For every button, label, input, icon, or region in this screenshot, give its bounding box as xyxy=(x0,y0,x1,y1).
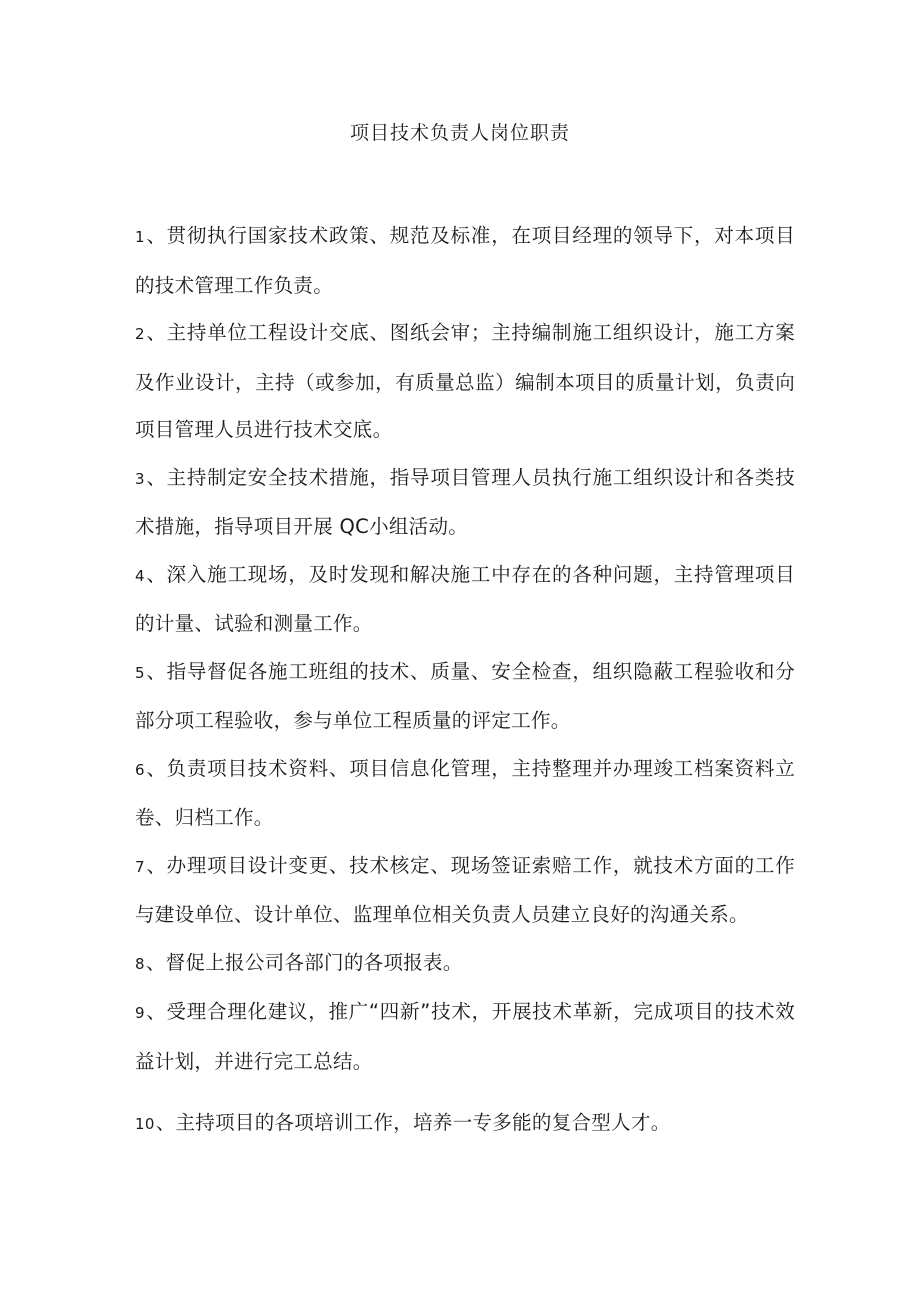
duty-item-6 xyxy=(135,745,795,842)
duty-item-5 xyxy=(135,648,795,745)
item-number: 7 xyxy=(135,857,145,876)
item-number: 10 xyxy=(135,1115,155,1133)
item-text: 、主持制定安全技术措施，指导项目管理人员执行施工组织设计和各类技术措施，指导项目开展 QC小组活动。 xyxy=(135,465,795,538)
duty-item-3 xyxy=(135,454,795,551)
duty-item-7 xyxy=(135,842,795,939)
item-number: 3 xyxy=(135,469,145,488)
item-text: 、主持单位工程设计交底、图纸会审；主持编制施工组织设计，施工方案及作业设计，主持（或参加，有质量总监）编制本项目的质量计划，负责向项目管理人员进行技术交底。 xyxy=(135,321,795,441)
item-text: 、深入施工现场，及时发现和解决施工中存在的各种问题，主持管理项目的计量、试验和测量工作。 xyxy=(135,562,795,635)
item-number: 9 xyxy=(135,1004,145,1022)
item-text: 、指导督促各施工班组的技术、质量、安全检查，组织隐蔽工程验收和分部分项工程验收，参与单位工程质量的评定工作。 xyxy=(135,659,795,732)
item-number: 8 xyxy=(135,954,145,973)
duty-list xyxy=(135,212,795,1149)
item-number: 5 xyxy=(135,663,145,682)
duty-item-9 xyxy=(135,988,795,1085)
item-text: 、办理项目设计变更、技术核定、现场签证索赔工作，就技术方面的工作与建设单位、设计单位、监理单位相关负责人员建立良好的沟通关系。 xyxy=(135,853,795,926)
duty-item-4 xyxy=(135,551,795,648)
item-text: 、贯彻执行国家技术政策、规范及标准，在项目经理的领导下，对本项目的技术管理工作负责。 xyxy=(135,224,795,297)
item-number: 4 xyxy=(135,566,145,585)
item-text: 、主持项目的各项培训工作，培养一专多能的复合型人才。 xyxy=(155,1111,671,1134)
item-number: 1 xyxy=(135,228,145,246)
duty-item-2 xyxy=(135,309,795,454)
item-text: 、负责项目技术资料、项目信息化管理，主持整理并办理竣工档案资料立卷、归档工作。 xyxy=(135,756,795,829)
duty-item-1 xyxy=(135,212,795,309)
item-text: 、受理合理化建议，推广“四新”技术，开展技术革新，完成项目的技术效益计划，并进行完工总结。 xyxy=(135,1000,795,1073)
item-number: 2 xyxy=(135,325,145,343)
item-text: 、督促上报公司各部门的各项报表。 xyxy=(145,950,463,974)
item-number: 6 xyxy=(135,760,145,779)
duty-item-10 xyxy=(135,1099,795,1149)
duty-item-8 xyxy=(135,939,795,989)
document-title: 项目技术负责人岗位职责 xyxy=(349,122,570,144)
